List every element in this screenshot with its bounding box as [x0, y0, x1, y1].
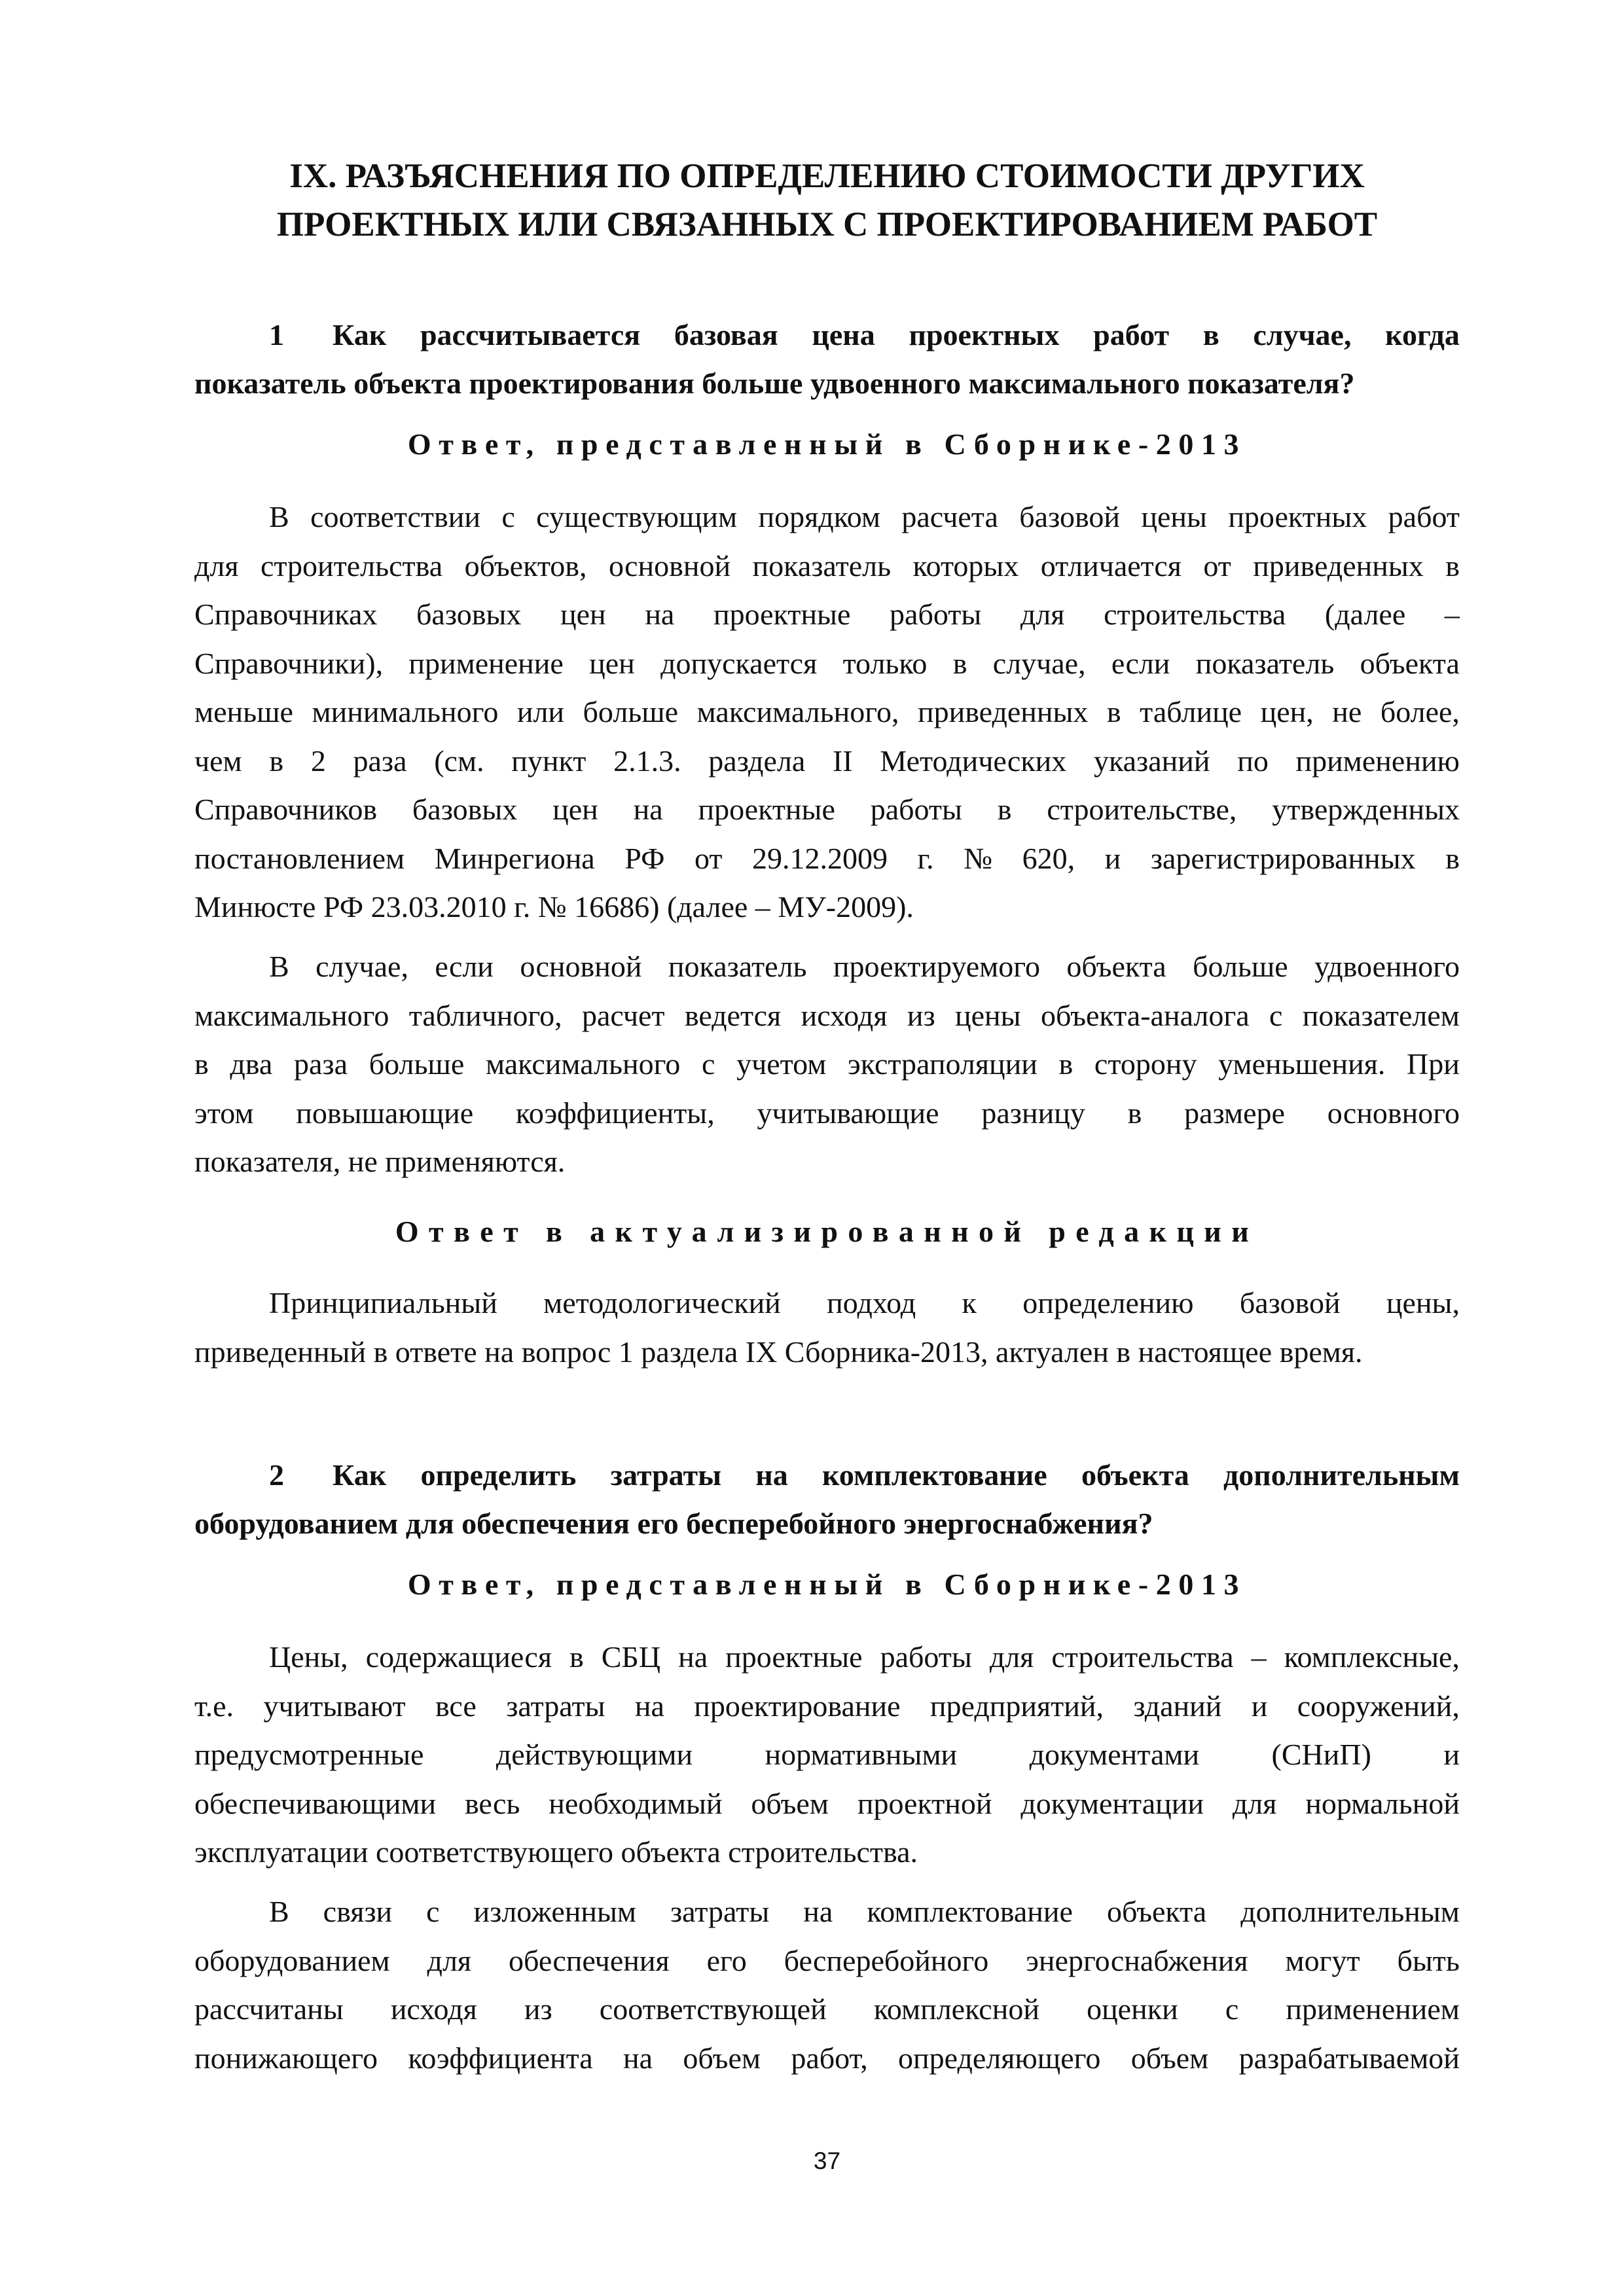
word: II [832, 744, 853, 778]
word: коэффициента [408, 2041, 593, 2075]
word: с [426, 1895, 440, 1928]
word: проектные [725, 1640, 863, 1674]
word: размере [1184, 1096, 1285, 1130]
word: повышающие [296, 1096, 474, 1130]
word: все [435, 1689, 477, 1723]
word: в [569, 1640, 584, 1674]
word: чем [194, 744, 242, 778]
word: Справочники), [194, 646, 384, 680]
word: максимального, [696, 695, 899, 728]
word: утвержденных [1272, 793, 1460, 826]
word: необходимый [549, 1786, 723, 1820]
word: ведется [684, 998, 782, 1032]
word: Как [333, 1458, 387, 1492]
word: бесперебойного [784, 1943, 989, 1977]
word: подход [827, 1286, 916, 1319]
word: разрабатываемой [1238, 2041, 1460, 2075]
word: для [194, 548, 239, 583]
text-line [194, 1731, 1460, 1780]
word: экстраполяции [848, 1047, 1038, 1081]
word: два [230, 1047, 273, 1081]
question-1-line-1 [194, 311, 1460, 359]
word: 620, [1022, 841, 1075, 875]
word: учитывающие [757, 1096, 939, 1130]
word: цен, [1260, 695, 1314, 728]
word: Как [333, 318, 387, 351]
word: базовая [674, 318, 778, 351]
question-2-line-2: оборудованием для обеспечения его бесперебойного энергоснабжения? [194, 1507, 1153, 1540]
word: в [1445, 548, 1460, 583]
q1-paragraph-2 [194, 942, 1460, 1187]
word: энергоснабжения [1026, 1943, 1248, 1977]
word: табличного, [408, 998, 562, 1032]
word: расчета [901, 500, 998, 533]
word: предусмотренные [194, 1738, 424, 1771]
word: в [269, 744, 284, 778]
word: в [1058, 1047, 1074, 1081]
word: приведенных [917, 695, 1089, 728]
section-title-line-2: ПРОЕКТНЫХ ИЛИ СВЯЗАННЫХ С ПРОЕКТИРОВАНИЕМ РАБОТ [276, 206, 1378, 243]
word: определить [420, 1458, 577, 1492]
text-line [194, 992, 1460, 1041]
word: объем [1130, 2041, 1209, 2075]
question-2 [194, 1451, 1460, 1548]
word: оборудованием [194, 1943, 390, 1977]
word: приведенный в ответе на вопрос 1 раздела IX Сборника-2013, актуален в настоящее время. [194, 1335, 1363, 1369]
word: проектных [909, 318, 1060, 351]
word: В [269, 950, 289, 983]
text-line [194, 493, 1460, 542]
word: показатель [668, 950, 807, 983]
q2-paragraph-1 [194, 1633, 1460, 1877]
word: показатель [752, 548, 892, 583]
question-1-line-2: показатель объекта проектирования больше удвоенного максимального показателя? [194, 367, 1355, 400]
word: учитывают [263, 1689, 406, 1723]
word: работы [880, 1640, 972, 1674]
word: на [623, 2041, 653, 2075]
text-line [194, 1328, 1460, 1377]
word: Принципиальный [269, 1286, 497, 1319]
text-line [194, 737, 1460, 786]
word: максимального [194, 998, 389, 1032]
word: цен [552, 793, 598, 826]
word: объектов, [464, 548, 587, 583]
word: Минюсте РФ 23.03.2010 г. № 16686) (далее – МУ-2009). [194, 890, 914, 924]
word: нормативными [765, 1738, 958, 1771]
word: с [501, 500, 515, 533]
word: быть [1397, 1943, 1460, 1977]
word: порядком [758, 500, 880, 533]
word: его [706, 1943, 747, 1977]
word: в [194, 1047, 209, 1081]
word: комплектование [867, 1895, 1073, 1928]
word: действующими [496, 1738, 693, 1771]
word: в [997, 793, 1012, 826]
word: определению [1022, 1286, 1194, 1319]
word: указаний [1093, 744, 1210, 778]
word: связи [323, 1895, 393, 1928]
word: из [524, 1992, 552, 2026]
word: более, [1380, 695, 1460, 728]
text-line [194, 1279, 1460, 1328]
word: от [694, 841, 723, 875]
word: базовой [1019, 500, 1120, 533]
word: и [1443, 1738, 1460, 1771]
word: применение [408, 646, 564, 680]
word: в [1127, 1096, 1142, 1130]
word: базовых [412, 793, 518, 826]
text-line [194, 590, 1460, 639]
word: удвоенного [1314, 950, 1460, 983]
word: определяющего [898, 2041, 1101, 2075]
word: существующим [536, 500, 738, 533]
page-number: 37 [813, 2147, 841, 2174]
word: изложенным [473, 1895, 636, 1928]
word: приведенных [1253, 548, 1424, 583]
word: коэффициенты, [515, 1096, 715, 1130]
word: показателем [1302, 998, 1460, 1032]
question-2-line-1 [194, 1451, 1460, 1499]
text-line [194, 942, 1460, 992]
text-line [194, 1937, 1460, 1986]
word: методологический [543, 1286, 781, 1319]
word: могут [1285, 1943, 1360, 1977]
word: (СНиП) [1271, 1738, 1371, 1771]
word: затраты [670, 1895, 770, 1928]
word: на [803, 1895, 833, 1928]
word: раза [353, 744, 407, 778]
word: (далее [1324, 598, 1406, 631]
word: работ [1388, 500, 1460, 533]
word: пункт [511, 744, 586, 778]
text-line [194, 1633, 1460, 1682]
word: затраты [610, 1458, 721, 1492]
word: зданий [1133, 1689, 1222, 1723]
word: основной [608, 548, 731, 583]
word: таблице [1140, 695, 1242, 728]
word: в [1202, 318, 1219, 351]
question-1 [194, 311, 1460, 408]
word: в [952, 646, 967, 680]
word: уменьшения. [1218, 1047, 1386, 1081]
q1-paragraph-3 [194, 1279, 1460, 1376]
word: расчет [581, 998, 665, 1032]
word: строительства [1104, 598, 1286, 631]
word: минимального [312, 695, 499, 728]
word: учетом [736, 1047, 827, 1081]
word: постановлением [194, 841, 405, 875]
word: зарегистрированных [1150, 841, 1416, 875]
answer-heading-2013-q1: Ответ, представленный в Сборнике-2013 [407, 427, 1247, 461]
word: применению [1295, 744, 1460, 778]
word: При [1407, 1047, 1460, 1081]
word: понижающего [194, 2041, 378, 2075]
word: если [1111, 646, 1170, 680]
word: раздела [708, 744, 806, 778]
word: для [427, 1943, 472, 1977]
word: из [907, 998, 935, 1032]
text-line [194, 2034, 1460, 2083]
word: проектируемого [833, 950, 1040, 983]
word: соответствии [310, 500, 480, 533]
word: строительства [1051, 1640, 1234, 1674]
word: 29.12.2009 [751, 841, 888, 875]
word: отличается [1040, 548, 1182, 583]
word: работы [870, 793, 962, 826]
word: больше [369, 1047, 465, 1081]
word: объекта [1066, 950, 1166, 983]
word: объекта-аналога [1040, 998, 1250, 1032]
word: – [1444, 598, 1460, 631]
word: исходя [390, 1992, 477, 2026]
word: основного [1327, 1096, 1460, 1130]
word: объем [751, 1786, 829, 1820]
word: с [1269, 998, 1283, 1032]
text-line [194, 688, 1460, 737]
word: меньше [194, 695, 293, 728]
word: цен [589, 646, 635, 680]
q2-paragraph-2 [194, 1888, 1460, 2083]
word: которых [912, 548, 1019, 583]
word: по [1237, 744, 1269, 778]
word: эксплуатации соответствующего объекта строительства. [194, 1835, 918, 1869]
word: рассчитаны [194, 1992, 344, 2026]
word: к [962, 1286, 977, 1319]
word: сооружений, [1297, 1689, 1460, 1723]
word: максимального [485, 1047, 681, 1081]
word: 2 [310, 744, 326, 778]
word: В [269, 500, 289, 533]
answer-heading-2013-q2: Ответ, представленный в Сборнике-2013 [407, 1568, 1247, 1601]
word: дополнительным [1240, 1895, 1460, 1928]
word: случае, [1253, 318, 1352, 351]
word: случае, [992, 646, 1086, 680]
word: соответствующей [599, 1992, 827, 2026]
text-line [194, 834, 1460, 884]
section-title-line-1: IX. РАЗЪЯСНЕНИЯ ПО ОПРЕДЕЛЕНИЮ СТОИМОСТИ ДРУГИХ [289, 157, 1365, 195]
text-line [194, 1138, 1460, 1187]
word: нормальной [1305, 1786, 1460, 1820]
word: сторону [1094, 1047, 1197, 1081]
word: с [701, 1047, 715, 1081]
text-line [194, 883, 1460, 932]
word: документами [1029, 1738, 1200, 1771]
q1-paragraph-1 [194, 493, 1460, 932]
word: цены [1141, 500, 1207, 533]
word: документации [1020, 1786, 1204, 1820]
word: на [755, 1458, 788, 1492]
word: не [1332, 695, 1362, 728]
word: проектные [698, 793, 835, 826]
word: проектирование [694, 1689, 901, 1723]
word: содержащиеся [365, 1640, 552, 1674]
word: проектные [713, 598, 851, 631]
question-number: 1 [269, 318, 284, 351]
word: когда [1385, 318, 1460, 351]
word: цены, [1386, 1286, 1460, 1319]
word: работ [1093, 318, 1170, 351]
word: разницу [981, 1096, 1085, 1130]
text-line [194, 1828, 1460, 1877]
word: только [842, 646, 928, 680]
word: (см. [434, 744, 484, 778]
word: В [269, 1895, 289, 1928]
word: комплексные, [1284, 1640, 1460, 1674]
word: Справочников [194, 793, 378, 826]
text-line [194, 1985, 1460, 2034]
word: рассчитывается [420, 318, 641, 351]
word: и [1104, 841, 1121, 875]
word: если [435, 950, 494, 983]
word: объекта [1081, 1458, 1189, 1492]
word: предприятий, [929, 1689, 1104, 1723]
word: цен [560, 598, 606, 631]
word: на [634, 1689, 664, 1723]
word: строительства [260, 548, 443, 583]
word: строительстве, [1047, 793, 1237, 826]
text-line [194, 1780, 1460, 1829]
word: РФ [624, 841, 665, 875]
word: базовой [1239, 1286, 1341, 1319]
word: на [633, 793, 663, 826]
word: цена [812, 318, 875, 351]
word: Цены, [269, 1640, 348, 1674]
word: и [1251, 1689, 1268, 1723]
word: показатель [1195, 646, 1335, 680]
section-title [194, 152, 1460, 249]
word: Справочниках [194, 598, 378, 631]
text-line [194, 785, 1460, 834]
word: для [1232, 1786, 1277, 1820]
word: г. [917, 841, 934, 875]
word: дополнительным [1223, 1458, 1460, 1492]
word: проектных [1228, 500, 1367, 533]
word: № [964, 841, 993, 875]
word: больше [583, 695, 679, 728]
word: – [1251, 1640, 1267, 1674]
word: объекта [1106, 1895, 1207, 1928]
text-line [194, 639, 1460, 689]
text-line [194, 1888, 1460, 1937]
word: или [516, 695, 565, 728]
word: Минрегиона [434, 841, 595, 875]
answer-heading-actual-q1: Ответ в актуализированной редакции [395, 1215, 1259, 1248]
word: обеспечивающими [194, 1786, 437, 1820]
question-number: 2 [269, 1458, 284, 1492]
word: больше [1193, 950, 1288, 983]
word: для [1020, 598, 1065, 631]
word: проектной [857, 1786, 992, 1820]
word: весь [464, 1786, 520, 1820]
word: объекта [1360, 646, 1460, 680]
word: случае, [316, 950, 408, 983]
word: на [678, 1640, 708, 1674]
word: исходя [801, 998, 888, 1032]
word: в [1445, 841, 1460, 875]
word: в [1106, 695, 1121, 728]
word: цены [955, 998, 1021, 1032]
word: на [645, 598, 675, 631]
word: СБЦ [601, 1640, 661, 1674]
word: комплексной [873, 1992, 1039, 2026]
word: для [989, 1640, 1034, 1674]
word: обеспечения [509, 1943, 670, 1977]
word: оценки [1087, 1992, 1178, 2026]
word: основной [520, 950, 642, 983]
word: применением [1286, 1992, 1460, 2026]
word: этом [194, 1096, 254, 1130]
word: комплектование [822, 1458, 1047, 1492]
document-page [194, 0, 1460, 2296]
word: раза [294, 1047, 348, 1081]
word: от [1203, 548, 1231, 583]
word: 2.1.3. [613, 744, 681, 778]
word: т.е. [194, 1689, 234, 1723]
word: работы [890, 598, 982, 631]
text-line [194, 542, 1460, 591]
word: с [1225, 1992, 1239, 2026]
text-line [194, 1089, 1460, 1138]
word: допускается [660, 646, 818, 680]
word: Методических [880, 744, 1067, 778]
word: работ, [791, 2041, 868, 2075]
word: затраты [506, 1689, 605, 1723]
text-line [194, 1682, 1460, 1731]
word: базовых [416, 598, 522, 631]
text-line [194, 1040, 1460, 1089]
word: показателя, не применяются. [194, 1145, 566, 1178]
word: объем [683, 2041, 761, 2075]
